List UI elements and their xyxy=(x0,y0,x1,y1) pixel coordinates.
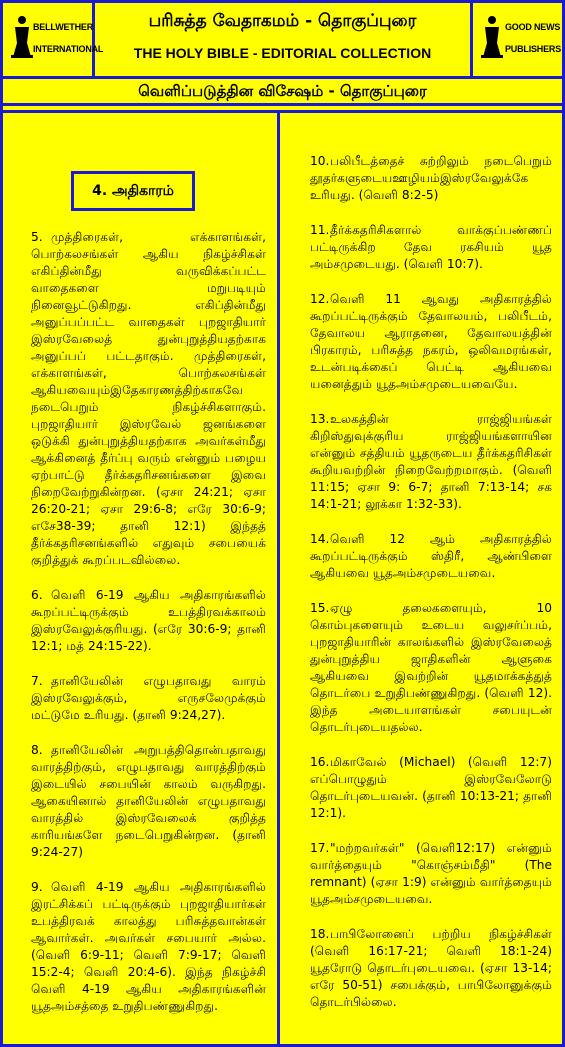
item-number: 15. xyxy=(310,601,330,615)
item-text: பலிபீடத்தைச் சுற்றிலும் நடைபெறும் தூதர்களுடையஊழியம்இஸ்ரவேலுக்கே உரியது. (வெளி 8:2-5) xyxy=(310,154,552,202)
item-text: ஏழு தலைகளையும், 10 கொம்புகளையும் உடைய வலுசர்ப்பம், புறஜாதியாரின் காலங்களில் இஸ்ரவேலைத் துன்புறுத்திய ஜாதிகளின் ஆளுகை ஆகியவை இவற்றின் யூதமாக்கத்துத் தொடர்பை உறுதிபண்ணுகிறது. (வெளி 12). இந்த அடையாளங்கள் சபையுடன் தொடர்புடையதல்ல. xyxy=(310,601,552,734)
logo-line-1: GOOD NEWS xyxy=(505,22,561,32)
chapter-heading: 4. அதிகாரம் xyxy=(71,171,195,211)
logo-line-1: BELLWETHER xyxy=(33,22,93,32)
publisher-logo-left xyxy=(3,3,104,76)
item-number: 17. xyxy=(310,841,330,855)
logo-line-2: PUBLISHERS xyxy=(505,44,562,54)
publisher-logo-right xyxy=(470,3,562,76)
list-item xyxy=(31,229,266,569)
list-item xyxy=(310,531,552,582)
item-number: 14. xyxy=(310,532,330,546)
bellwether-logo xyxy=(11,9,104,69)
list-item xyxy=(310,600,552,736)
left-item-list xyxy=(31,229,266,1033)
item-number: 11. xyxy=(310,223,330,237)
item-number: 16. xyxy=(310,755,330,769)
item-number: 7. xyxy=(31,674,43,688)
item-number: 10. xyxy=(310,154,330,168)
list-item xyxy=(31,673,266,724)
list-item xyxy=(310,840,552,908)
item-number: 8. xyxy=(31,743,43,757)
item-text: மிகாவேல் (Michael) (வெளி 12:7) எப்பொழுதும் இஸ்ரவேலோடு தொடர்புடையவன். (தானி 10:13-21; தானி 12:1). xyxy=(310,755,552,820)
title-tamil: பரிசுத்த வேதாகமம் - தொகுப்புரை xyxy=(148,11,417,31)
right-column xyxy=(280,110,562,1044)
item-text: "மற்றவர்கள்" (வெளி12:17) என்னும் வார்த்தையும் "கொஞ்சம்மீதி" (The remnant) (ஏசா 1:9) என்னும் வார்த்தையும் யூதஅம்சமுடையவை. xyxy=(310,841,552,906)
list-item xyxy=(31,587,266,655)
item-number: 18. xyxy=(310,927,330,941)
item-text: பாபிலோனைப் பற்றிய நிகழ்ச்சிகள் (வெளி 16:17-21; வெளி 18:1-24) யூதரோடு தொடர்புடையவை. (ஏசா 13-14; எரே 50-51) சபைக்கும், பாபிலோனுக்கும் தொடர்பில்லை. xyxy=(310,927,552,1009)
list-item xyxy=(31,879,266,1015)
item-text: தானியேலின் எழுபதாவது வாரம் இஸ்ரவேலுக்கும், எருசலேமுக்கும் மட்டுமே உரியது. (தானி 9:24,27). xyxy=(31,674,266,722)
list-item xyxy=(31,742,266,861)
item-text: வெளி 12 ஆம் அதிகாரத்தில் கூறப்பட்டிருக்கும் ஸ்திரீ, ஆண்பிளை ஆகியவை யூதஅம்சமுடையவை. xyxy=(310,532,552,580)
item-text: தானியேலின் அறுபத்திதொன்பதாவது வாரத்திற்கும், எழுபதாவது வாரத்திற்கும் இடையில் சபையின் காலம் வருகிறது. ஆகையினால் தானியேலின் எழுபதாவது வாரத்தில் இஸ்ரவேலைக் குறித்த காரியங்களே நடைபெறுகின்றன. (தானி 9:24-27) xyxy=(31,743,266,859)
item-number: 13. xyxy=(310,412,330,426)
item-text: உலகத்தின் ராஜ்ஜியங்கள் கிறிஸ்துவுக்குரிய ராஜ்ஜியங்களாயின என்னும் சத்தியம் யூதருடைய தீர்க்கதரிசிகள் கூறியவற்றின் நிறைவேற்றமாகும். (வெளி 11:15; ஏசா 9: 6-7; தானி 7:13-14; சக 14:1-21; லூக்கா 1:32-33). xyxy=(310,412,552,511)
item-number: 9. xyxy=(31,880,43,894)
item-number: 6. xyxy=(31,588,43,602)
item-text: தீர்க்கதரிசிகளால் வாக்குப்பண்ணப் பட்டிருக்கிற தேவ ரகசியம் யூத அம்சமுடையது. (வெளி 10:7). xyxy=(310,223,552,271)
item-text: வெளி 6-19 ஆகிய அதிகாரங்களில் கூறப்பட்டிருக்கும் உபத்திரவக்காலம் இஸ்ரவேலுக்குரியது. (எரே 30:6-9; தானி 12:1; மத் 24:15-22). xyxy=(31,588,266,653)
header xyxy=(3,3,562,76)
item-text: வெளி 11 ஆவது அதிகாரத்தில் கூறப்பட்டிருக்கும் தேவாலயம், பலிபீடம், தேவாலய ஆராதனை, தேவாலயத்தின் பிரகாரம், பரிசுத்த நகரம், ஒலிவமரங்கள், உடன்படிக்கைப் பெட்டி ஆகியவை யனைத்தும் யூதஅம்சமுடையவையே. xyxy=(310,292,552,391)
logo-line-2: INTERNATIONAL xyxy=(33,44,104,54)
figure-emblem-icon xyxy=(481,15,503,59)
item-number: 5. xyxy=(31,230,43,244)
left-column xyxy=(3,110,280,1044)
subtitle-bar: வெளிப்படுத்தின விசேஷம் - தொகுப்புரை xyxy=(3,76,562,106)
list-item xyxy=(310,926,552,1011)
item-text: வெளி 4-19 ஆகிய அதிகாரங்களில் இரட்சிக்கப் பட்டிருக்கும் புறஜாதியார்கள் உபத்திரவக் காலத்து பரிசுத்தவான்கள் ஆவார்கள். அவர்கள் சபையார் அல்ல. (வெளி 6:9-11; வெளி 7:9-17; வெளி 15:2-4; வெளி 20:4-6). இந்த நிகழ்ச்சி வெளி 4-19 ஆகிய அதிகாரங்களின் யூதஅம்சத்தை உறுதிபண்ணுகிறது. xyxy=(31,880,266,1013)
title-english: THE HOLY BIBLE - EDITORIAL COLLECTION xyxy=(133,45,432,61)
good-news-logo xyxy=(481,9,562,69)
list-item xyxy=(310,153,552,204)
item-text: முத்திரைகள், எக்காளங்கள், பொற்கலசங்கள் ஆகிய நிகழ்ச்சிகள் எகிப்தின்மீது வருவிக்கப்பட்ட வாதைகளை மறுபடியும் நினைவூட்டுகிறது. எகிப்தின்மீது அனுப்பப்பட்ட வாதைகள் புறஜாதியார் இஸ்ரவேலைத் துன்புறுத்தியதற்காக அனுப்பப் பட்டதாகும். முத்திரைகள், எக்காளங்கள், பொற்கலசங்கள் ஆகியவையும்இதேகாரணத்திற்காகவே நடைபெறும் நிகழ்ச்சிகளாகும். புறஜாதியார் இஸ்ரவேல் ஜனங்களை ஒடுக்கி துன்புறுத்தியதற்காக அவர்கள்மீது ஆக்கினைத் தீர்ப்பு வரும் என்னும் பழைய ஏற்பாட்டு தீர்க்கதரிசனங்களை இவை நிறைவேற்றுகின்றன. (ஏசா 24:21; ஏசா 26:20-21; ஏசா 29:6-8; எரே 30:6-9; எசே38-39; தானி 12:1) இந்தத் தீர்க்கதரிசனங்களில் எதுவும் சபையைக் குறித்துக் கூறப்படவில்லை. xyxy=(31,230,266,567)
item-number: 12. xyxy=(310,292,330,306)
list-item xyxy=(310,754,552,822)
right-item-list xyxy=(310,153,552,1029)
figure-emblem-icon xyxy=(11,15,33,59)
list-item xyxy=(310,411,552,513)
list-item xyxy=(310,222,552,273)
list-item xyxy=(310,291,552,393)
title-block xyxy=(95,3,470,76)
